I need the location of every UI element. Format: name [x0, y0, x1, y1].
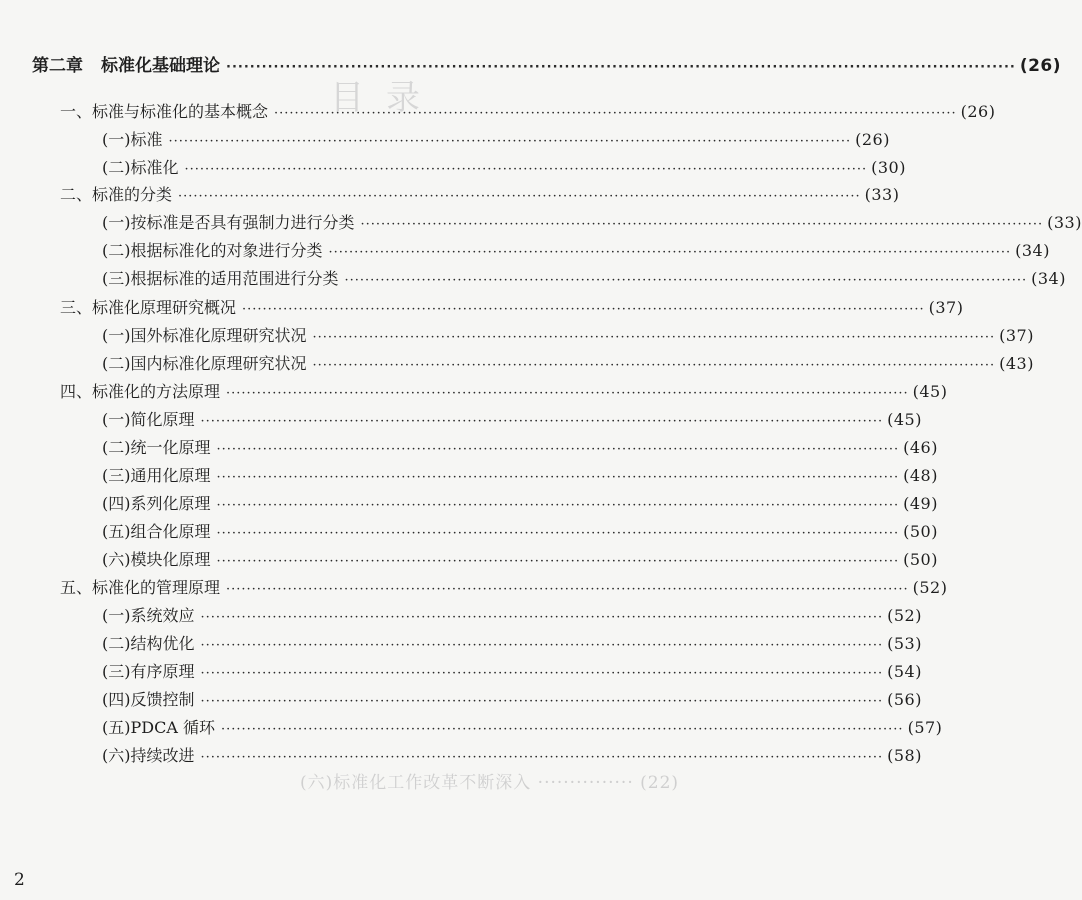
toc-subsection[interactable]	[102, 717, 943, 741]
page-number: (26)	[1019, 56, 1062, 76]
page-number: (45)	[887, 410, 922, 429]
toc-label: 二、标准的分类	[60, 185, 173, 204]
toc-section[interactable]	[60, 381, 948, 405]
page-number: (56)	[887, 690, 922, 709]
toc-section[interactable]	[60, 101, 996, 125]
toc-label: (五)组合化原理	[102, 522, 211, 541]
chapter-number: 第二章	[32, 56, 83, 76]
dot-leader	[226, 383, 909, 405]
toc-subsection[interactable]	[102, 465, 938, 489]
toc-label: 一、标准与标准化的基本概念	[60, 102, 269, 121]
toc-label: (一)标准	[102, 130, 163, 149]
page-number: (34)	[1031, 269, 1066, 288]
toc-section[interactable]	[60, 577, 948, 601]
page-number: (45)	[912, 382, 948, 401]
page-number: (52)	[912, 578, 948, 597]
toc-label: (六)持续改进	[102, 746, 195, 765]
toc-label: (一)简化原理	[102, 410, 195, 429]
toc-label: (二)结构优化	[102, 634, 195, 653]
toc-subsection[interactable]	[102, 493, 938, 517]
dot-leader	[226, 579, 909, 601]
dot-leader	[201, 411, 884, 433]
dot-leader	[345, 270, 1028, 292]
toc-subsection[interactable]	[102, 549, 938, 573]
toc-subsection[interactable]	[102, 157, 906, 181]
page-number: (37)	[999, 326, 1034, 345]
toc-label: 五、标准化的管理原理	[60, 578, 221, 597]
page-number: (57)	[907, 718, 943, 737]
page-number: (30)	[871, 158, 906, 177]
dot-leader	[178, 186, 861, 208]
toc-subsection[interactable]	[102, 745, 922, 769]
toc-label: (一)国外标准化原理研究状况	[102, 326, 307, 345]
toc-subsection[interactable]	[102, 409, 922, 433]
toc-label: (五)PDCA 循环	[102, 718, 215, 737]
dot-leader	[169, 131, 852, 153]
dot-leader	[361, 214, 1044, 236]
toc-label: (二)国内标准化原理研究状况	[102, 354, 307, 373]
toc-subsection[interactable]	[102, 240, 1050, 264]
page-number: (33)	[864, 185, 900, 204]
page-folio: 2	[14, 870, 25, 890]
dot-leader	[217, 495, 900, 517]
toc-subsection[interactable]	[102, 437, 938, 461]
toc-section[interactable]	[60, 297, 964, 321]
toc-label: (四)系列化原理	[102, 494, 211, 513]
toc-subsection[interactable]	[102, 521, 938, 545]
toc-subsection[interactable]	[102, 325, 1034, 349]
toc-section[interactable]	[60, 184, 900, 208]
page-number: (26)	[960, 102, 996, 121]
page-number: (52)	[887, 606, 922, 625]
toc-label: (二)统一化原理	[102, 438, 211, 457]
dot-leader	[313, 327, 996, 349]
dot-leader	[217, 439, 900, 461]
toc-label: (三)有序原理	[102, 662, 195, 681]
dot-leader	[313, 355, 996, 377]
toc-subsection[interactable]	[102, 353, 1034, 377]
dot-leader	[185, 159, 868, 181]
toc-label: 四、标准化的方法原理	[60, 382, 221, 401]
dot-leader	[201, 663, 884, 685]
dot-leader	[217, 467, 900, 489]
toc-label: (一)系统效应	[102, 606, 195, 625]
toc-subsection[interactable]	[102, 268, 1066, 292]
page-number: (33)	[1047, 213, 1082, 232]
dot-leader	[226, 57, 1016, 79]
dot-leader	[201, 747, 884, 769]
dot-leader	[274, 103, 957, 125]
toc-subsection[interactable]	[102, 129, 890, 153]
toc-label: (六)模块化原理	[102, 550, 211, 569]
toc-label: (二)根据标准化的对象进行分类	[102, 241, 323, 260]
chapter-heading[interactable]	[32, 55, 1062, 79]
page-number: (34)	[1015, 241, 1050, 260]
dot-leader	[221, 719, 904, 741]
chapter-title: 标准化基础理论	[101, 56, 220, 76]
show-through-text: (六)标准化工作改革不断深入 ··············· (22)	[300, 773, 680, 793]
page-number: (50)	[903, 550, 938, 569]
dot-leader	[217, 551, 900, 573]
page-number: (58)	[887, 746, 922, 765]
dot-leader	[242, 299, 925, 321]
toc-label: (三)根据标准的适用范围进行分类	[102, 269, 339, 288]
show-through-title: 目录	[330, 78, 442, 118]
dot-leader	[329, 242, 1012, 264]
page-number: (49)	[903, 494, 938, 513]
dot-leader	[201, 691, 884, 713]
page-number: (26)	[855, 130, 890, 149]
toc-subsection[interactable]	[102, 661, 922, 685]
toc-label: 三、标准化原理研究概况	[60, 298, 237, 317]
page-number: (48)	[903, 466, 938, 485]
page-number: (37)	[928, 298, 964, 317]
toc-label: (二)标准化	[102, 158, 179, 177]
dot-leader	[201, 607, 884, 629]
toc-label: (一)按标准是否具有强制力进行分类	[102, 213, 355, 232]
toc-label: (四)反馈控制	[102, 690, 195, 709]
toc-subsection[interactable]	[102, 633, 922, 657]
dot-leader	[217, 523, 900, 545]
page-number: (54)	[887, 662, 922, 681]
page-number: (53)	[887, 634, 922, 653]
page-number: (50)	[903, 522, 938, 541]
toc-subsection[interactable]	[102, 605, 922, 629]
toc-subsection[interactable]	[102, 212, 1082, 236]
dot-leader	[201, 635, 884, 657]
toc-subsection[interactable]	[102, 689, 922, 713]
page-number: (43)	[999, 354, 1034, 373]
toc-label: (三)通用化原理	[102, 466, 211, 485]
page-number: (46)	[903, 438, 938, 457]
